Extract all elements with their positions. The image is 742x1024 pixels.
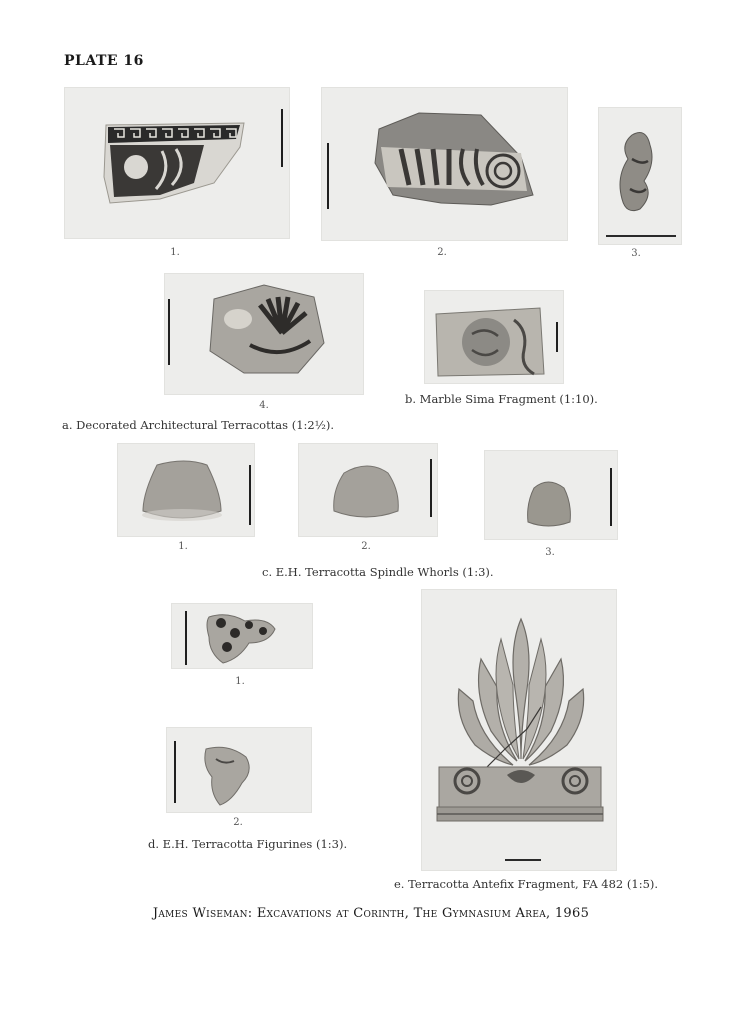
plate-title: PLATE 16 bbox=[64, 53, 144, 69]
figurine-image bbox=[166, 727, 312, 813]
figure-number: 3. bbox=[631, 248, 641, 259]
scale-bar-horizontal bbox=[505, 859, 541, 861]
scale-bar bbox=[281, 109, 283, 167]
photo-c1 bbox=[117, 443, 255, 537]
caption-a: a. Decorated Architectural Terracottas (1:2½). bbox=[62, 418, 335, 432]
photo-c2 bbox=[298, 443, 438, 537]
caption-b: b. Marble Sima Fragment (1:10). bbox=[405, 392, 598, 406]
photo-b bbox=[424, 290, 564, 384]
figure-number: 4. bbox=[259, 400, 269, 411]
meander-fragment-image bbox=[64, 87, 290, 239]
photo-c3 bbox=[484, 450, 618, 540]
photo-a4 bbox=[164, 273, 364, 395]
antefix-image bbox=[421, 589, 617, 871]
painted-fragment-image bbox=[164, 273, 364, 395]
running-footer: James Wiseman: Excavations at Corinth, The Gymnasium Area, 1965 bbox=[152, 906, 590, 921]
figure-number: 2. bbox=[437, 247, 447, 258]
spindle-whorl-image bbox=[117, 443, 255, 537]
scale-bar bbox=[556, 322, 558, 352]
figure-number: 1. bbox=[235, 676, 245, 687]
palmette-fragment-image bbox=[321, 87, 568, 241]
photo-d1 bbox=[171, 603, 313, 669]
scale-bar bbox=[610, 468, 612, 526]
scale-bar bbox=[430, 459, 432, 517]
figure-number: 1. bbox=[178, 541, 188, 552]
photo-a2 bbox=[321, 87, 568, 241]
scale-bar bbox=[327, 143, 329, 209]
caption-d: d. E.H. Terracotta Figurines (1:3). bbox=[148, 837, 348, 851]
figure-number: 2. bbox=[233, 817, 243, 828]
caption-e: e. Terracotta Antefix Fragment, FA 482 (1:5). bbox=[394, 877, 659, 891]
scale-bar bbox=[168, 299, 170, 365]
photo-e bbox=[421, 589, 617, 871]
spindle-whorl-image bbox=[484, 450, 618, 540]
figurine-image bbox=[171, 603, 313, 669]
photo-d2 bbox=[166, 727, 312, 813]
scale-bar bbox=[185, 611, 187, 665]
scale-bar bbox=[249, 465, 251, 525]
figure-number: 2. bbox=[361, 541, 371, 552]
small-fragment-image bbox=[598, 107, 682, 245]
caption-c: c. E.H. Terracotta Spindle Whorls (1:3). bbox=[262, 565, 494, 579]
figure-number: 1. bbox=[170, 247, 180, 258]
spindle-whorl-image bbox=[298, 443, 438, 537]
photo-a3 bbox=[598, 107, 682, 245]
scale-bar bbox=[174, 741, 176, 803]
sima-fragment-image bbox=[424, 290, 564, 384]
photo-a1 bbox=[64, 87, 290, 239]
figure-number: 3. bbox=[545, 547, 555, 558]
scale-bar-horizontal bbox=[606, 235, 676, 237]
